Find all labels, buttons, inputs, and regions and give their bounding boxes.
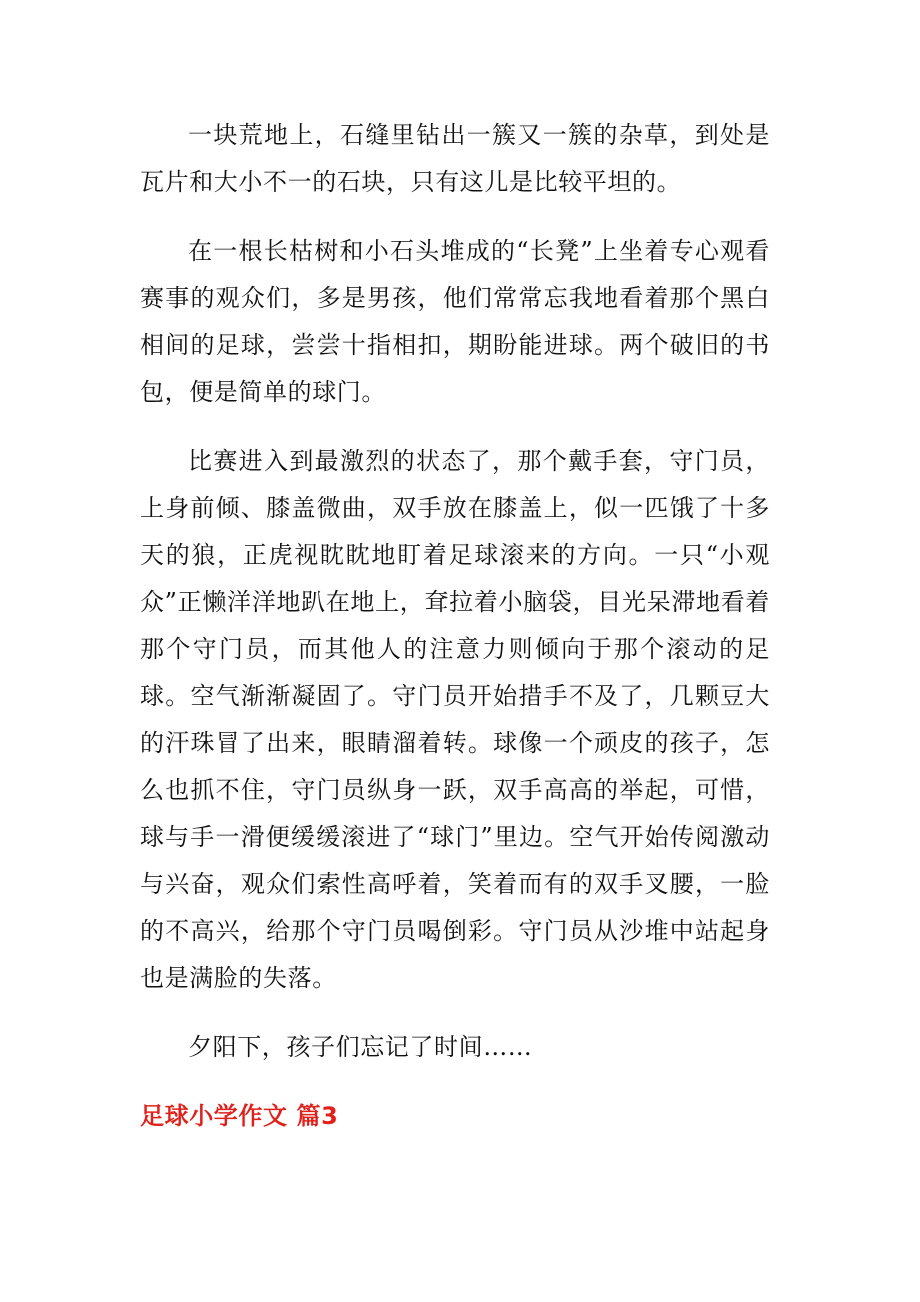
- document-body: [140, 112, 770, 1140]
- paragraph-2: 在一根长枯树和小石头堆成的“长凳”上坐着专心观看赛事的观众们，多是男孩，他们常常忘我地看着那个黑白相间的足球，尝尝十指相扣，期盼能进球。两个破旧的书包，便是简单的球门。: [140, 237, 770, 406]
- section-heading: 足球小学作文 篇3: [140, 1102, 339, 1130]
- paragraph-3: 比赛进入到最激烈的状态了，那个戴手套，守门员，上身前倾、膝盖微曲，双手放在膝盖上，似一匹饿了十多天的狼，正虎视眈眈地盯着足球滚来的方向。一只“小观众”正懒洋洋地趴在地上，耷拉着小脑袋，目光呆滞地看着那个守门员，而其他人的注意力则倾向于那个滚动的足球。空气渐渐凝固了。守门员开始措手不及了，几颗豆大的汗珠冒了出来，眼睛溜着转。球像一个顽皮的孩子，怎么也抓不住，守门员纵身一跃，双手高高的举起，可惜，球与手一滑便缓缓滚进了“球门”里边。空气开始传阅激动与兴奋，观众们索性高呼着，笑着而有的双手叉腰，一脸的不高兴，给那个守门员喝倒彩。守门员从沙堆中站起身也是满脸的失落。: [140, 447, 770, 992]
- paragraph-4: 夕阳下，孩子们忘记了时间……: [188, 1033, 533, 1061]
- paragraph-1: 一块荒地上，石缝里钻出一簇又一簇的杂草，到处是瓦片和大小不一的石块，只有这儿是比较平坦的。: [140, 121, 770, 196]
